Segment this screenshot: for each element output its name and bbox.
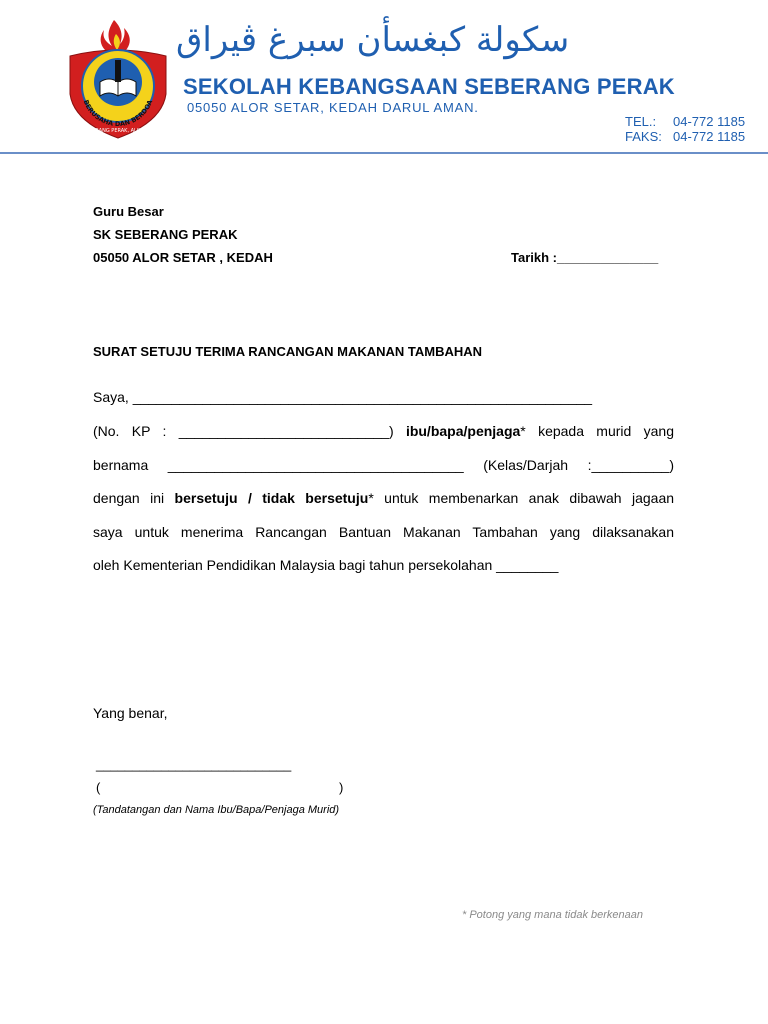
fax-line: [625, 129, 745, 144]
recipient-title: Guru Besar: [93, 204, 164, 219]
tel-label: TEL.:: [625, 114, 657, 129]
ic-field: (No. KP : ___________________________): [93, 423, 394, 439]
consent-intro: dengan ini: [93, 490, 165, 506]
faks-number: 04-772 1185: [673, 129, 746, 144]
guardian-role: ibu/bapa/penjaga: [405, 423, 521, 439]
body-line-year: oleh Kementerian Pendidikan Malaysia bagi tahun persekolahan ________: [93, 557, 559, 573]
student-intro: * kepada murid yang: [520, 423, 674, 439]
telephone-line: [625, 114, 745, 129]
school-address: 05050 ALOR SETAR, KEDAH DARUL AMAN.: [187, 100, 479, 115]
school-crest-logo: [62, 16, 174, 142]
recipient-school: SK SEBERANG PERAK: [93, 227, 238, 242]
school-name: SEKOLAH KEBANGSAAN SEBERANG PERAK: [183, 74, 675, 99]
body-line-name: Saya, ___________________________________________________________: [93, 389, 593, 405]
recipient-address: 05050 ALOR SETAR , KEDAH: [93, 250, 273, 265]
closing: Yang benar,: [93, 705, 168, 721]
consent-choice: bersetuju / tidak bersetuju: [174, 490, 369, 506]
letter-subject: SURAT SETUJU TERIMA RANCANGAN MAKANAN TAMBAHAN: [93, 344, 483, 359]
tel-number: 04-772 1185: [673, 114, 746, 129]
logo-school-text: SK SEBERANG PERAK, ALOR SETAR: [74, 128, 162, 134]
header-divider: [0, 152, 768, 154]
body-line-consent: [93, 490, 674, 506]
body-line-programme: saya untuk menerima Rancangan Bantuan Makanan Tambahan yang dilaksanakan: [93, 524, 674, 540]
consent-rest: * untuk membenarkan anak dibawah jagaan: [368, 490, 675, 506]
body-line-student: bernama ______________________________________ (Kelas/Darjah :__________): [93, 457, 674, 473]
logo-motto: BERUSAHA DAN BERDOA: [81, 98, 155, 129]
signature-name-close-paren: ): [339, 780, 344, 795]
signature-line: ___________________________: [96, 757, 292, 772]
faks-label: FAKS:: [625, 129, 662, 144]
date-field: Tarikh :______________: [511, 250, 659, 265]
signature-name-open-paren: (: [96, 780, 101, 795]
signature-caption: (Tandatangan dan Nama Ibu/Bapa/Penjaga Murid): [93, 804, 340, 816]
body-line-ic: [93, 423, 674, 439]
school-name-jawi: سكولة كبغسأن سبرغ ڤيراق: [176, 20, 570, 60]
footnote: * Potong yang mana tidak berkenaan: [462, 909, 644, 921]
